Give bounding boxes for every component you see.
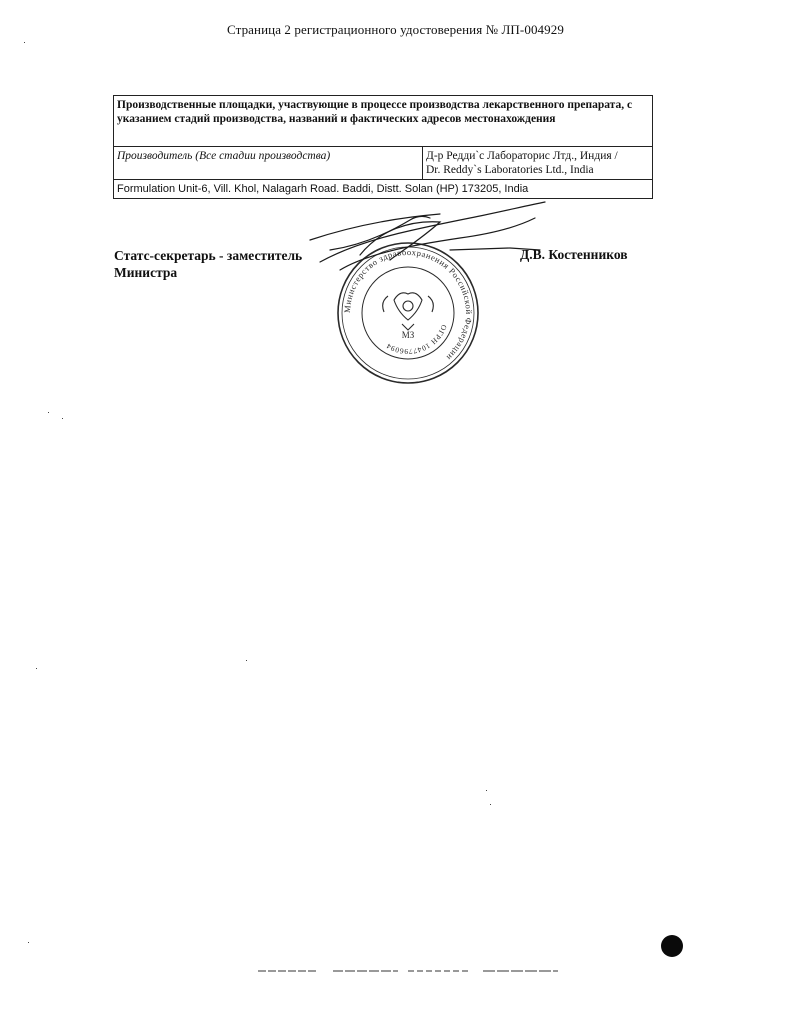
page-header: Страница 2 регистрационного удостоверения № ЛП-004929 — [227, 22, 564, 37]
signatory-position — [114, 247, 302, 281]
production-sites-table — [113, 95, 653, 199]
coat-of-arms-icon — [383, 293, 434, 330]
table-row — [114, 96, 653, 147]
signatory-position-line2: Министра — [114, 265, 178, 280]
handwritten-signature — [300, 200, 560, 290]
table-row — [114, 180, 653, 199]
production-stage-cell: Производитель (Все стадии производства) — [114, 147, 423, 180]
scan-speck — [62, 418, 63, 419]
site-address-cell: Formulation Unit-6, Vill. Khol, Nalagarh Road. Baddi, Distt. Solan (HP) 173205, India — [114, 180, 653, 199]
manufacturer-name-ru: Д-р Редди`с Лабораторис Лтд., Индия / — [426, 150, 618, 162]
footer-rule — [258, 968, 558, 978]
svg-text:ОГРН 1047796094 — [385, 323, 449, 356]
table-row — [114, 147, 653, 180]
scan-speck — [486, 790, 487, 791]
signer-name: Д.В. Костенников — [520, 247, 628, 262]
scan-speck — [48, 412, 49, 413]
manufacturer-cell — [423, 147, 653, 180]
seal-ogrn-text: ОГРН 1047796094 — [384, 323, 449, 357]
seal-center-text: МЗ — [401, 330, 415, 340]
signatory-position-line1: Статс-секретарь - заместитель — [114, 248, 303, 263]
manufacturer-name-en: Dr. Reddy`s Laboratories Ltd., India — [426, 164, 594, 176]
table-title-cell: Производственные площадки, участвующие в процессе производства лекарственного препарата, с указанием стадий производства, названий и фактических адресов местонахождения — [114, 96, 653, 147]
scan-speck — [28, 942, 29, 943]
scan-speck — [36, 668, 37, 669]
seal-outer-text: Министерство здравоохранения Российской Федерации — [341, 246, 475, 364]
hole-punch-mark — [661, 935, 683, 957]
scan-speck — [246, 660, 247, 661]
scan-speck — [24, 42, 25, 43]
scan-speck — [490, 804, 491, 805]
